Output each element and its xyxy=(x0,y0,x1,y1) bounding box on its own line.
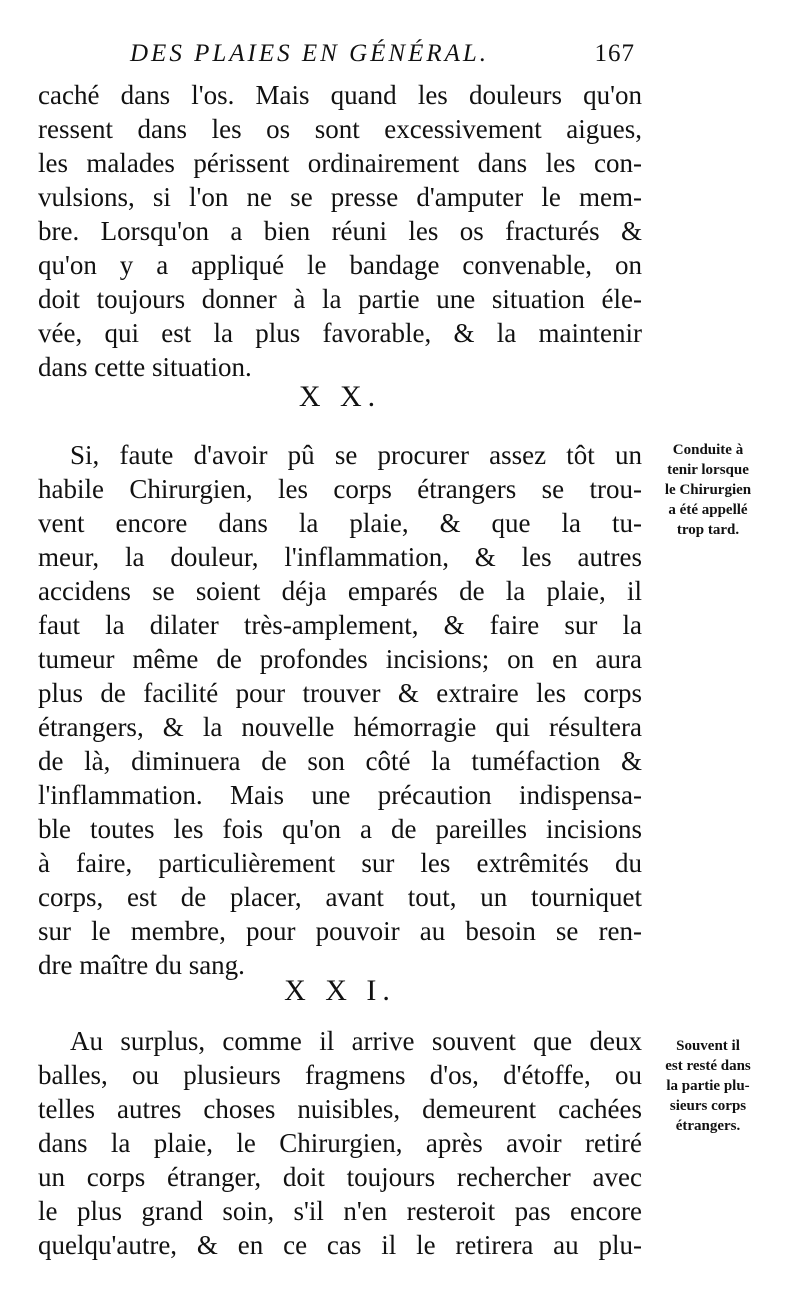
text-line: balles, ou plusieurs fragmens d'os, d'étoffe, ou xyxy=(38,1060,642,1090)
text-line: l'inflammation. Mais une précaution indispensa- xyxy=(38,780,642,810)
margin-note-line: Conduite à xyxy=(672,442,744,458)
text-line: ressent dans les os sont excessivement aigues, xyxy=(38,114,642,144)
section-heading-xx: X X. xyxy=(298,380,382,413)
text-line: Au surplus, comme il arrive souvent que deux xyxy=(70,1026,642,1056)
text-line: vent encore dans la plaie, & que la tu- xyxy=(38,508,642,538)
text-line: telles autres choses nuisibles, demeurent cachées xyxy=(38,1094,642,1124)
section-heading-xxi: X X I. xyxy=(284,974,396,1007)
text-line: ble toutes les fois qu'on a de pareilles incisions xyxy=(38,814,642,844)
text-line: vée, qui est la plus favorable, & la maintenir xyxy=(38,318,642,348)
text-line: qu'on y a appliqué le bandage convenable, on xyxy=(38,250,642,280)
margin-note-line: est resté dans xyxy=(665,1058,751,1074)
margin-note-line: a été appellé xyxy=(668,502,748,518)
text-line: sur le membre, pour pouvoir au besoin se ren- xyxy=(38,916,642,946)
text-line: le plus grand soin, s'il n'en resteroit pas encore xyxy=(38,1196,642,1226)
text-line: quelqu'autre, & en ce cas il le retirera au plu- xyxy=(38,1230,642,1260)
margin-note-xxi xyxy=(646,1036,770,1136)
margin-note-line: sieurs corps xyxy=(669,1098,747,1114)
text-line: dre maître du sang. xyxy=(38,950,245,980)
paragraph-continued xyxy=(38,78,642,384)
section-xx-paragraph xyxy=(38,438,642,982)
margin-note-line: le Chirurgien xyxy=(664,482,752,498)
text-line: à faire, particulièrement sur les extrêmités du xyxy=(38,848,642,878)
text-line: accidens se soient déja emparés de la plaie, il xyxy=(38,576,642,606)
margin-note-line: Souvent il xyxy=(676,1038,740,1054)
margin-note-line: tenir lorsque xyxy=(667,462,749,478)
running-title: DES PLAIES EN GÉNÉRAL. xyxy=(130,40,490,67)
text-line: un corps étranger, doit toujours rechercher avec xyxy=(38,1162,642,1192)
text-line: tumeur même de profondes incisions; on en aura xyxy=(38,644,642,674)
margin-note-line: la partie plu- xyxy=(666,1078,750,1094)
margin-note-line: étrangers. xyxy=(675,1118,741,1134)
text-line: vulsions, si l'on ne se presse d'amputer le mem- xyxy=(38,182,642,212)
margin-note-line: trop tard. xyxy=(676,522,740,538)
text-line: caché dans l'os. Mais quand les douleurs qu'on xyxy=(38,80,642,110)
section-xxi-paragraph xyxy=(38,1024,642,1262)
text-line: faut la dilater très-amplement, & faire sur la xyxy=(38,610,642,640)
text-line: plus de facilité pour trouver & extraire les corps xyxy=(38,678,642,708)
text-line: habile Chirurgien, les corps étrangers se trou- xyxy=(38,474,642,504)
text-line: dans cette situation. xyxy=(38,352,252,382)
text-line: meur, la douleur, l'inflammation, & les autres xyxy=(38,542,642,572)
margin-note-xx xyxy=(646,440,770,540)
text-line: Si, faute d'avoir pû se procurer assez tôt un xyxy=(70,440,642,470)
text-line: les malades périssent ordinairement dans les con- xyxy=(38,148,642,178)
page-number: 167 xyxy=(594,40,635,67)
text-line: de là, diminuera de son côté la tuméfaction & xyxy=(38,746,642,776)
text-line: doit toujours donner à la partie une situation éle- xyxy=(38,284,642,314)
text-line: dans la plaie, le Chirurgien, après avoir retiré xyxy=(38,1128,642,1158)
text-line: corps, est de placer, avant tout, un tourniquet xyxy=(38,882,642,912)
text-line: étrangers, & la nouvelle hémorragie qui résultera xyxy=(38,712,642,742)
text-line: bre. Lorsqu'on a bien réuni les os fracturés & xyxy=(38,216,642,246)
